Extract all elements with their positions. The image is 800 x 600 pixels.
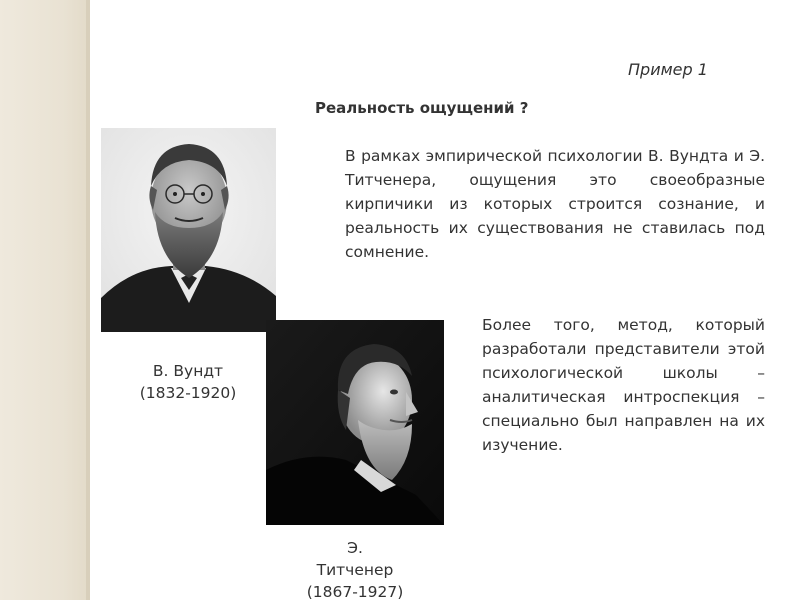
wundt-years: (1832-1920)	[139, 384, 237, 402]
left-decorative-band	[0, 0, 90, 600]
paragraph-2: Более того, метод, который разработали представители этой психологической школы – аналитическая интроспекция – специально был направлен на их изучение.	[482, 316, 765, 454]
slide-heading: Реальность ощущений ?	[315, 99, 529, 117]
wundt-caption	[118, 360, 258, 404]
titchener-name: Титченер	[316, 561, 394, 579]
paragraph-1: В рамках эмпирической психологии В. Вундта и Э. Титченера, ощущения это своеобразные кирпичики из которых строится сознание, и реальность их существования не ставилась под сомнение.	[345, 147, 765, 261]
wundt-name: В. Вундт	[152, 362, 224, 380]
titchener-portrait	[266, 320, 444, 525]
wundt-portrait	[101, 128, 276, 332]
titchener-initial: Э.	[347, 539, 363, 557]
left-band-edge	[86, 0, 90, 600]
titchener-caption	[275, 537, 435, 600]
example-label: Пример 1	[628, 60, 708, 79]
titchener-years: (1867-1927)	[306, 583, 404, 600]
